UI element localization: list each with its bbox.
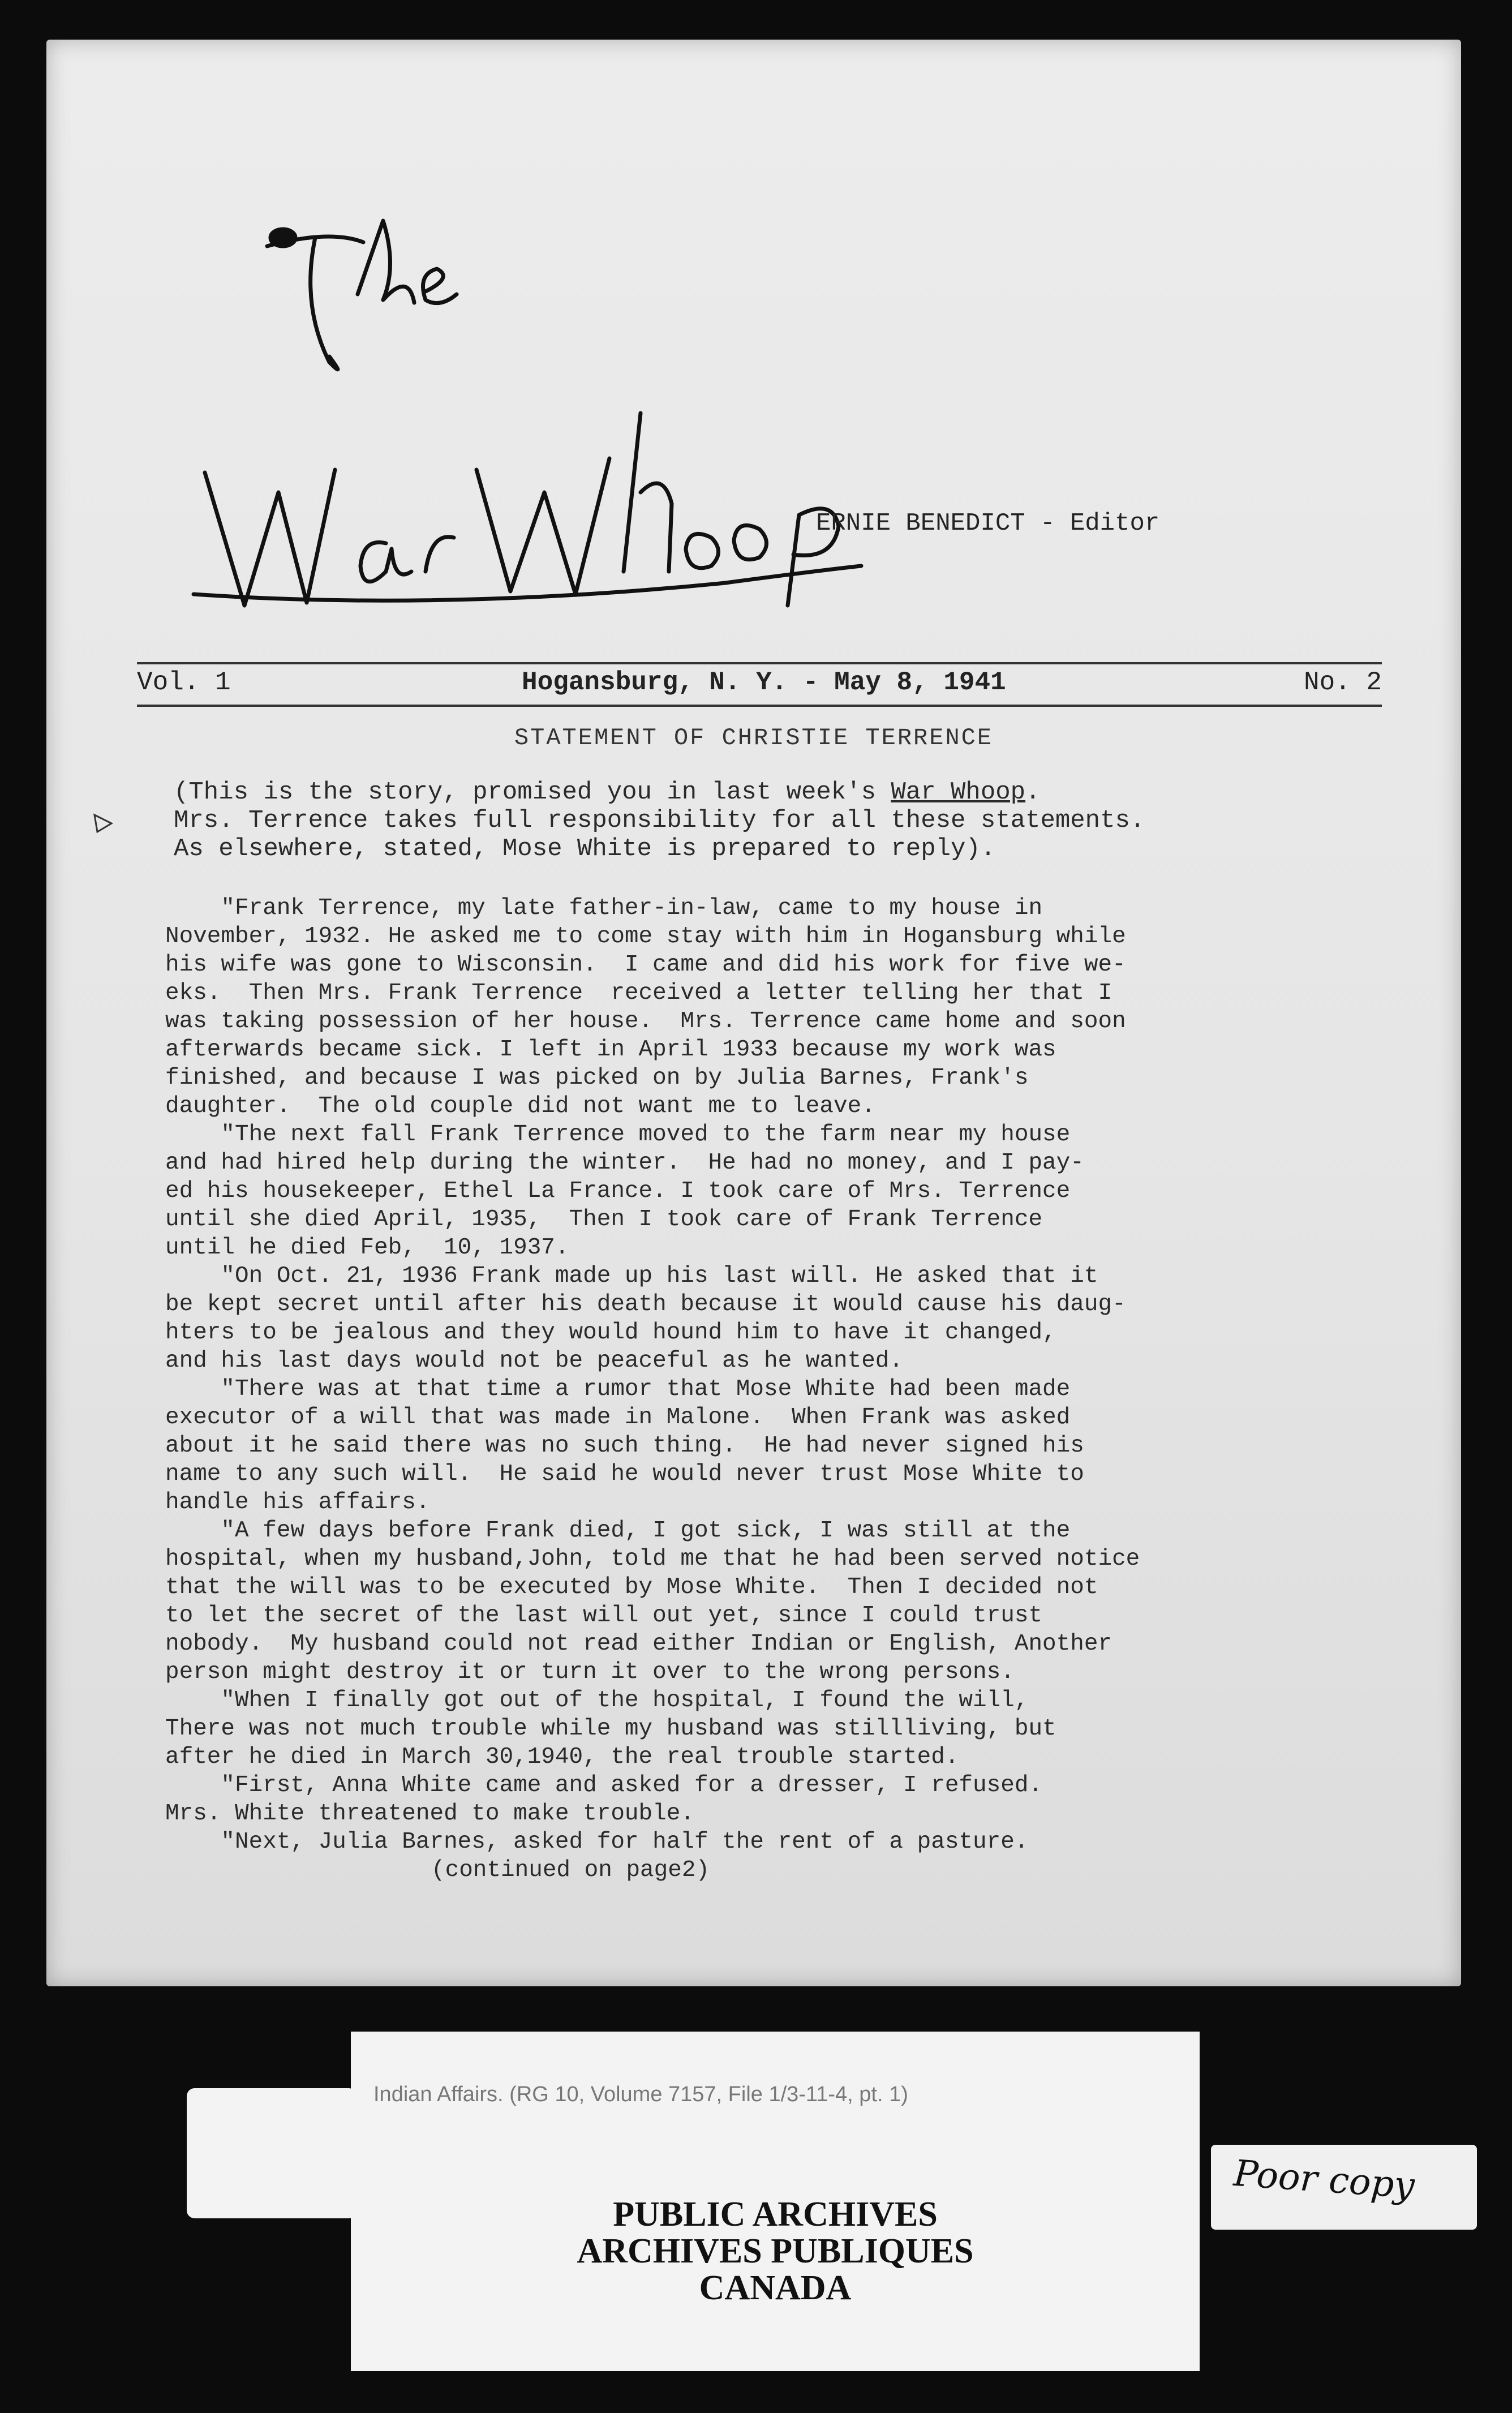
article-line: person might destroy it or turn it over to the wrong persons.	[165, 1659, 1015, 1685]
masthead-handwritten-title	[160, 175, 895, 662]
article-line: and had hired help during the winter. He had no money, and I pay-	[165, 1150, 1084, 1176]
archive-reference: Indian Affairs. (RG 10, Volume 7157, File 1/3-11-4, pt. 1)	[373, 2083, 908, 2106]
article-line: "A few days before Frank died, I got sick, I was still at the	[165, 1518, 1071, 1544]
archive-card-tab	[187, 2088, 356, 2218]
article-heading: STATEMENT OF CHRISTIE TERRENCE	[514, 724, 994, 752]
intro-line-3: As elsewhere, stated, Mose White is prepared to reply).	[174, 835, 996, 863]
article-line: There was not much trouble while my husband was stillliving, but	[165, 1716, 1056, 1742]
article-line: until he died Feb, 10, 1937.	[165, 1235, 569, 1261]
article-line: that the will was to be executed by Mose White. Then I decided not	[165, 1574, 1098, 1600]
article-line: hters to be jealous and they would hound him to have it changed,	[165, 1320, 1056, 1346]
volume-number: Vol. 1	[137, 668, 231, 697]
dateline: Hogansburg, N. Y. - May 8, 1941	[522, 668, 1006, 697]
editor-credit: ERNIE BENEDICT - Editor	[816, 509, 1160, 538]
issue-info-row	[137, 668, 1382, 702]
intro-line-2: Mrs. Terrence takes full responsibility for all these statements.	[174, 806, 1145, 835]
article-line: "When I finally got out of the hospital, I found the will,	[165, 1688, 1029, 1714]
article-line: "Next, Julia Barnes, asked for half the rent of a pasture.	[165, 1829, 1029, 1855]
issue-number: No. 2	[1303, 668, 1382, 697]
article-line: to let the secret of the last will out yet, since I could trust	[165, 1603, 1043, 1629]
article-line: "Frank Terrence, my late father-in-law, came to my house in	[165, 895, 1043, 921]
article-body	[165, 894, 1140, 1884]
handwritten-note: Poor copy	[1232, 2152, 1416, 2208]
article-line: finished, and because I was picked on by Julia Barnes, Frank's	[165, 1065, 1029, 1091]
intro-line-1: (This is the story, promised you in last week's War Whoop.	[174, 778, 1041, 806]
article-line: afterwards became sick. I left in April 1933 because my work was	[165, 1037, 1056, 1063]
war-whoop-underlined: War Whoop	[891, 778, 1026, 806]
archive-stamp-line-3: CANADA	[699, 2269, 852, 2307]
article-line: hospital, when my husband,John, told me that he had been served notice	[165, 1546, 1140, 1572]
article-line: was taking possession of her house. Mrs. Terrence came home and soon	[165, 1008, 1126, 1034]
editor-intro	[174, 778, 1145, 863]
header-top-rule	[137, 662, 1382, 664]
article-line: executor of a will that was made in Malone. When Frank was asked	[165, 1405, 1071, 1431]
header-bottom-rule	[137, 705, 1382, 707]
continued-notice: (continued on page2)	[431, 1857, 710, 1883]
article-line: his wife was gone to Wisconsin. I came and did his work for five we-	[165, 952, 1126, 978]
margin-pencil-mark	[92, 812, 114, 835]
archive-stamp-line-1: PUBLIC ARCHIVES	[613, 2195, 938, 2234]
article-line: Mrs. White threatened to make trouble.	[165, 1801, 694, 1827]
newsletter-page	[46, 40, 1461, 1986]
article-line: ed his housekeeper, Ethel La France. I took care of Mrs. Terrence	[165, 1178, 1071, 1204]
article-line: "On Oct. 21, 1936 Frank made up his last will. He asked that it	[165, 1263, 1098, 1289]
archive-stamp-line-2: ARCHIVES PUBLIQUES	[577, 2232, 974, 2270]
article-line: handle his affairs.	[165, 1489, 430, 1515]
article-line: "The next fall Frank Terrence moved to the farm near my house	[165, 1122, 1071, 1148]
article-line: about it he said there was no such thing. He had never signed his	[165, 1433, 1084, 1459]
article-line: after he died in March 30,1940, the real trouble started.	[165, 1744, 959, 1770]
article-line: "There was at that time a rumor that Mose White had been made	[165, 1376, 1071, 1402]
article-line: eks. Then Mrs. Frank Terrence received a letter telling her that I	[165, 980, 1112, 1006]
article-line: and his last days would not be peaceful as he wanted.	[165, 1348, 904, 1374]
article-line: name to any such will. He said he would never trust Mose White to	[165, 1461, 1084, 1487]
article-line: be kept secret until after his death because it would cause his daug-	[165, 1291, 1126, 1317]
article-line: daughter. The old couple did not want me to leave.	[165, 1093, 875, 1119]
article-line: "First, Anna White came and asked for a dresser, I refused.	[165, 1772, 1043, 1798]
article-line: November, 1932. He asked me to come stay with him in Hogansburg while	[165, 924, 1126, 950]
article-line: nobody. My husband could not read either Indian or English, Another	[165, 1631, 1112, 1657]
article-line: until she died April, 1935, Then I took care of Frank Terrence	[165, 1206, 1043, 1233]
